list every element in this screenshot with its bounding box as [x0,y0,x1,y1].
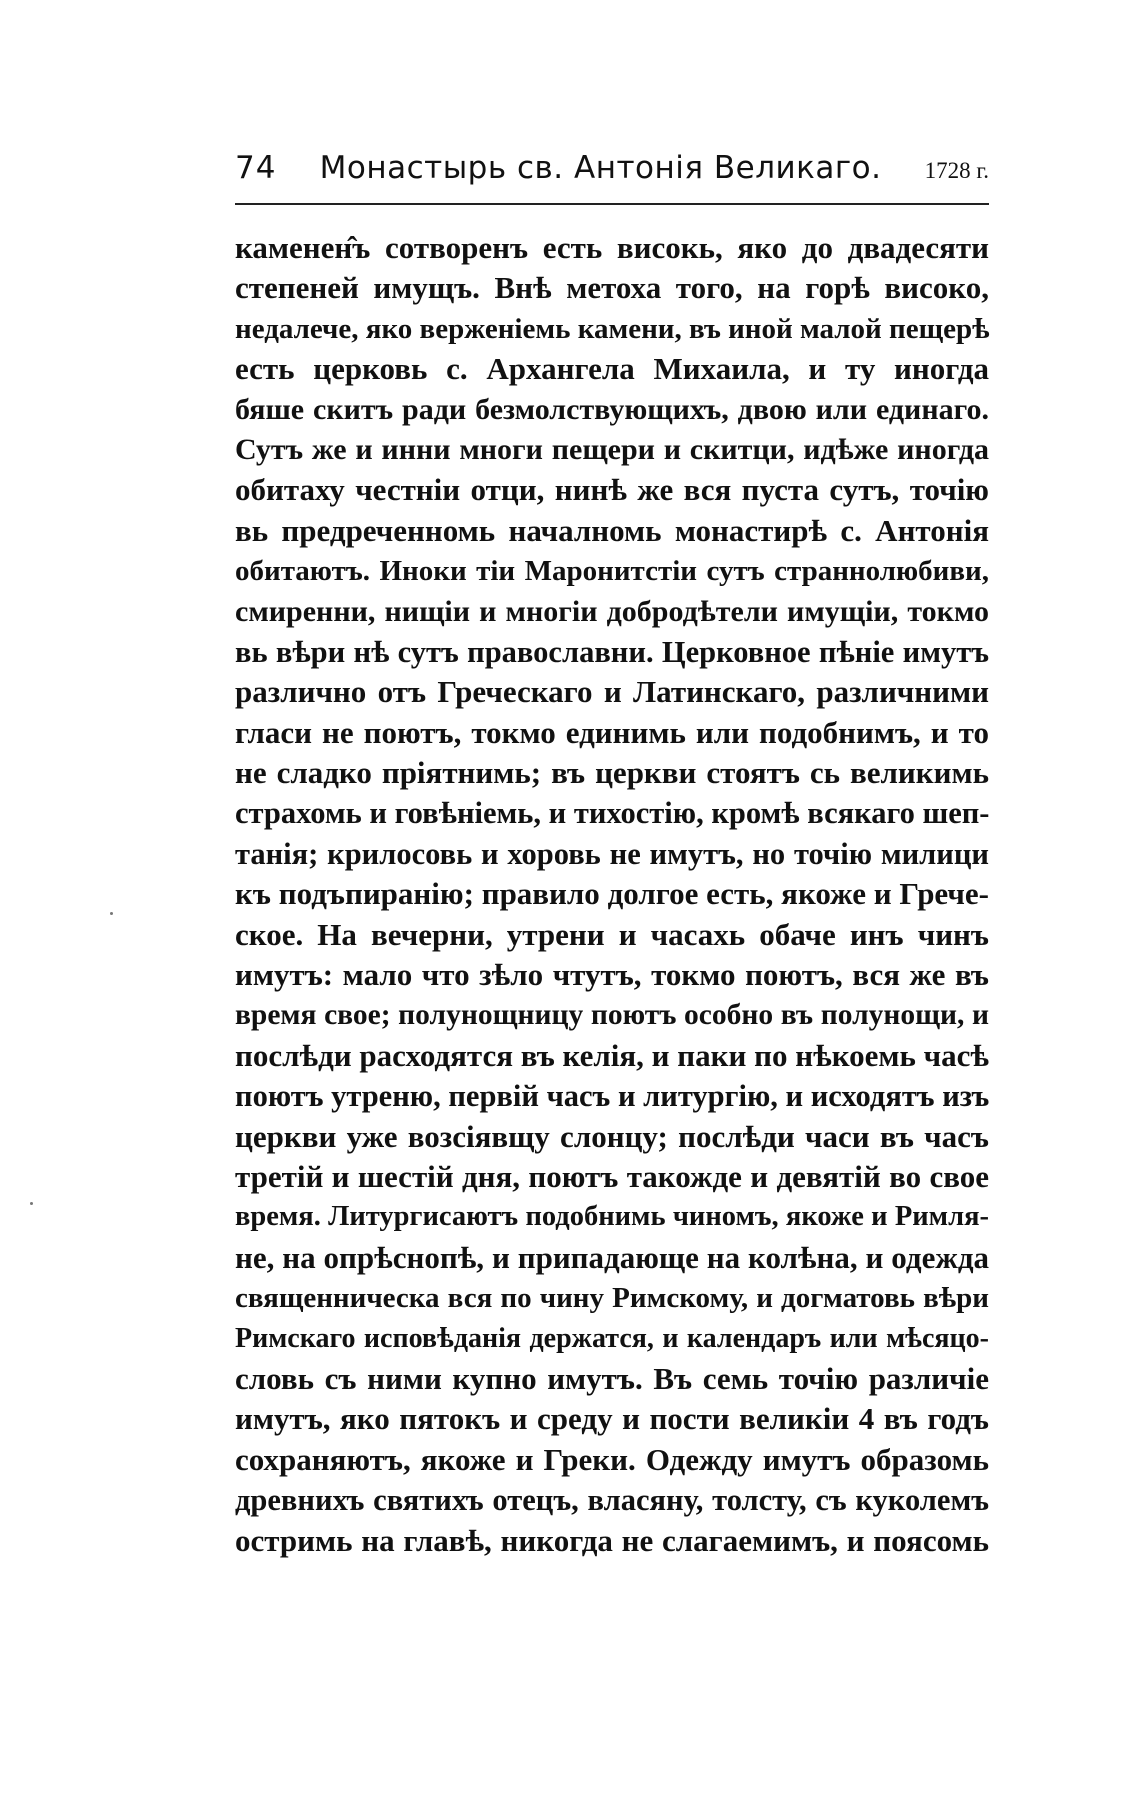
text-line: обитаху честніи отци, нинѣ же вся пуста сутъ, точію [235,472,989,508]
page-number: 74 [235,150,277,186]
text-line: не сладко пріятнимь; въ церкви стоятъ сь великимь [235,755,989,791]
text-line: остримь на главѣ, никогда не слагаемимъ, и поясомь [235,1522,989,1558]
body-text [235,228,989,1561]
text-line: гласи не поютъ, токмо единимь или подобнимъ, и то [235,714,989,750]
text-line: Римскаго исповѣданія держатся, и календаръ или мѣсяцо- [235,1322,989,1354]
text-line: древнихъ святихъ отецъ, власяну, толсту, съ куколемъ [235,1483,989,1518]
text-line: священническа вся по чину Римскому, и догматовь вѣри [235,1282,989,1315]
running-head [235,150,989,200]
text-line: вь предреченномь началномь монастирѣ с. Антонія [235,512,989,548]
text-line: имутъ, яко пятокъ и среду и пости великіи 4 въ годъ [235,1401,989,1437]
text-line: не, на опрѣснопѣ, и припадающе на колѣна, и одежда [235,1239,989,1275]
scan-speck [110,912,113,915]
text-line: есть церковь с. Архангела Михаила, и ту иногда [235,351,989,387]
text-line: имутъ: мало что зѣло чтутъ, токмо поютъ, вся же въ [235,957,989,993]
text-line: недалече, яко верженіемь камени, въ иной малой пещерѣ [235,312,990,345]
scan-speck [30,1202,33,1205]
text-line: поютъ утреню, первій часъ и литургію, и исходятъ изъ [235,1079,990,1114]
text-line: ское. На вечерни, утрени и часахь обаче инъ чинъ [235,916,989,952]
text-line: Сутъ же и инни многи пещери и скитци, идѣже иногда [235,432,989,466]
text-line: бяше скитъ ради безмолствующихъ, двою или единаго. [235,392,989,426]
text-line: третій и шестій дня, поютъ такожде и девятій во свое [235,1158,989,1194]
text-line: время свое; полунощницу поютъ особно въ полунощи, и [235,999,989,1032]
text-line: танія; крилосовь и хоровь не имутъ, но точію милици [235,836,989,871]
header-rule [235,203,989,205]
text-line: степеней имущъ. Внѣ метоха того, на горѣ високо, [235,270,989,306]
text-line: церкви уже возсіявщу слонцу; послѣди часи въ часъ [235,1118,989,1154]
text-line: каменен̂ъ сотворенъ есть високь, яко до двадесяти [235,230,989,265]
text-line: смиренни, нищіи и многіи добродѣтели имущіи, токмо [235,594,989,628]
text-line: послѣди расходятся въ келія, и паки по нѣкоемь часѣ [235,1037,990,1073]
text-line: сохраняютъ, якоже и Греки. Одежду имутъ образомь [235,1441,989,1477]
text-line: различно отъ Греческаго и Латинскаго, различними [235,674,989,710]
text-line: страхомь и говѣніемь, и тихостію, кромѣ всякаго шеп- [235,796,990,831]
text-line: вь вѣри нѣ сутъ православни. Церковное пѣніе имутъ [235,634,989,669]
text-line: время. Литургисаютъ подобнимь чиномъ, якоже и Римля- [235,1201,989,1233]
text-line: словь съ ними купно имутъ. Въ семь точію различіе [235,1360,989,1396]
running-year: 1728 г. [924,158,989,183]
running-title: Монастырь св. Антонія Великаго. [319,150,882,186]
text-line: обитаютъ. Иноки тіи Маронитстіи сутъ страннолюбиви, [235,555,989,588]
text-line: къ подъпиранію; правило долгое есть, якоже и Грече- [235,876,989,912]
